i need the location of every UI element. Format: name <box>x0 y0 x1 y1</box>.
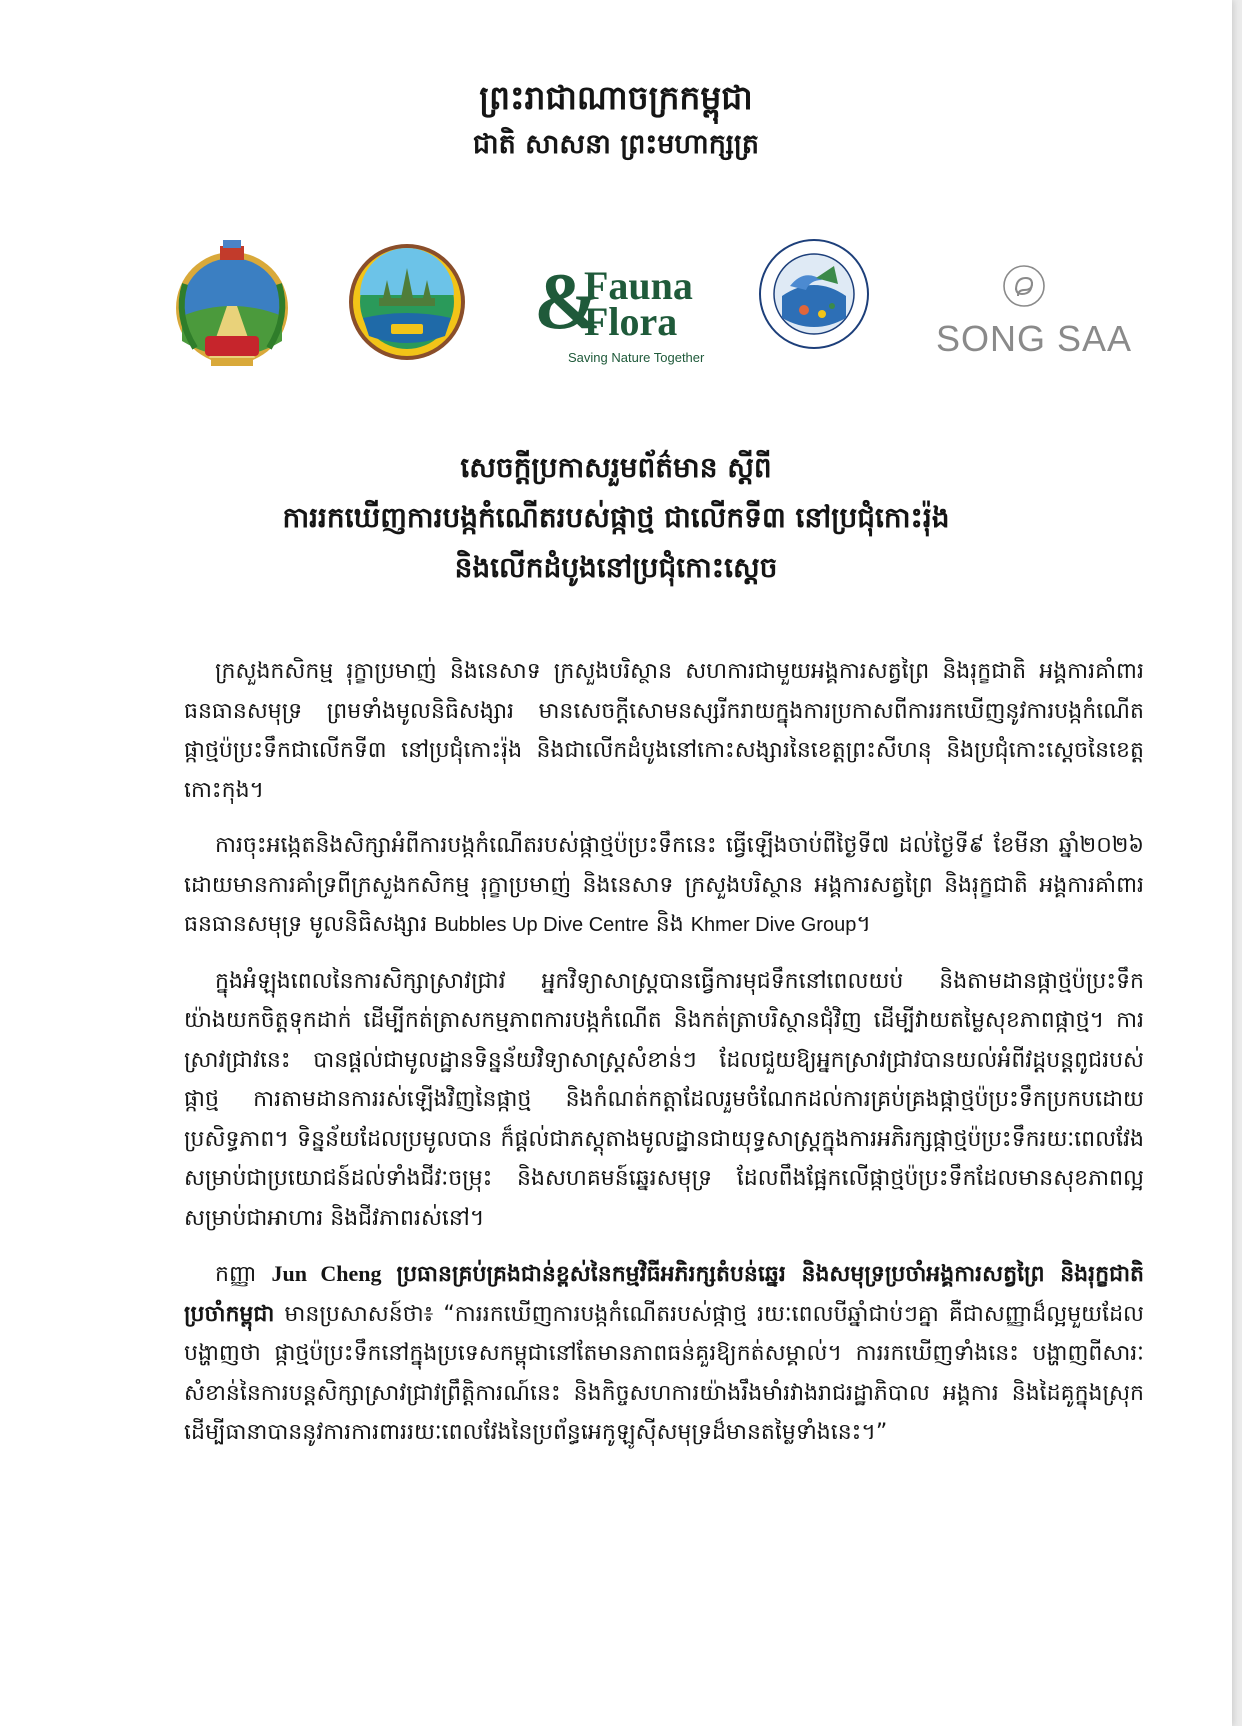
paragraph-1: ក្រសួងកសិកម្ម រុក្ខាប្រមាញ់ និងនេសាទ ក្រសួងបរិស្ថាន សហការជាមួយអង្គការសត្វព្រៃ និងរុក្ខជាតិ អង្គការគាំពារធនធានសមុទ្រ ព្រមទាំងមូលនិធិសង្សារ មានសេចក្តីសោមនស្សរីករាយក្នុងការប្រកាសពីការរកឃើញនូវការបង្កកំណើតផ្កាថ្មប៉ប្រះទឹកជាលើកទី៣ នៅប្រជុំកោះរ៉ុង និងជាលើកដំបូងនៅកោះសង្សារនៃខេត្តព្រះសីហនុ និងប្រជុំកោះស្តេចនៃខេត្តកោះកុង។ <box>184 659 1144 803</box>
fauna-flora-word1: Fauna <box>584 263 693 308</box>
dive-centre-name: Bubbles Up Dive Centre <box>434 914 649 936</box>
fauna-flora-logo <box>534 258 714 365</box>
paragraph-4 <box>184 1254 1144 1453</box>
marine-resource-protection-emblem-icon <box>758 238 870 350</box>
kingdom-motto: ជាតិ សាសនា ព្រះមហាក្សត្រ <box>472 129 760 160</box>
paragraph-2-end: ។ <box>856 912 871 937</box>
ministry-agriculture-emblem-icon <box>165 236 300 371</box>
paragraph-2-text: ការចុះអង្កេតនិងសិក្សាអំពីការបង្កកំណើតរបស់ផ្កាថ្មប៉ប្រះទឹកនេះ ធ្វើឡើងចាប់ពីថ្ងៃទី៧ ដល់ថ្ងៃទី៩ ខែមីនា ឆ្នាំ២០២៦ ដោយមានការគាំទ្រពីក្រសួងកសិកម្ម រុក្ខាប្រមាញ់ និងនេសាទ ក្រសួងបរិស្ថាន អង្គការសត្វព្រៃ និងរុក្ខជាតិ អង្គការគាំពារធនធានសមុទ្រ មូលនិធិសង្សារ <box>184 833 1144 937</box>
kingdom-heading: ព្រះរាជាណាចក្រកម្ពុជា <box>479 78 753 117</box>
paragraph-3: ក្នុងអំឡុងពេលនៃការសិក្សាស្រាវជ្រាវ អ្នកវិទ្យាសាស្ត្របានធ្វើការមុជទឹកនៅពេលយប់ និងតាមដានផ្កាថ្មប៉ប្រះទឹកយ៉ាងយកចិត្តទុកដាក់ ដើម្បីកត់ត្រាសកម្មភាពការបង្កកំណើត និងកត់ត្រាបរិស្ថានជុំវិញ ដើម្បីវាយតម្លៃសុខភាពផ្កាថ្ម។ ការស្រាវជ្រាវនេះ បានផ្តល់ជាមូលដ្ឋានទិន្នន័យវិទ្យាសាស្ត្រសំខាន់ៗ ដែលជួយឱ្យអ្នកស្រាវជ្រាវបានយល់អំពីវដ្តបន្តពូជរបស់ផ្កាថ្ម ការតាមដានការរស់ឡើងវិញនៃផ្កាថ្ម និងកំណត់កត្តាដែលរួមចំណែកដល់ការគ្រប់គ្រងផ្កាថ្មប៉ប្រះទឹកប្រកបដោយប្រសិទ្ធភាព។ ទិន្នន័យដែលប្រមូលបាន ក៏ផ្តល់ជាភស្តុតាងមូលដ្ឋានជាយុទ្ធសាស្ត្រក្នុងការអភិរក្សផ្កាថ្មប៉ប្រះទឹករយៈពេលវែង សម្រាប់ជាប្រយោជន៍ដល់ទាំងជីវៈចម្រុះ និងសហគមន៍ឆ្នេរសមុទ្រ ដែលពឹងផ្អែកលើផ្កាថ្មប៉ប្រះទឹកដែលមានសុខភាពល្អសម្រាប់ជាអាហារ និងជីវភាពរស់នៅ។ <box>184 968 1144 1231</box>
press-release-title: សេចក្តីប្រកាសរួមព័ត៌មាន ស្តីពី <box>460 451 772 484</box>
fauna-flora-word2: Flora <box>584 299 678 344</box>
press-release-body <box>184 652 1144 1453</box>
ministry-environment-emblem-icon <box>345 240 470 365</box>
quote-honorific: កញ្ញា <box>215 1262 257 1287</box>
quote-speaker-role: ប្រធានគ្រប់គ្រងជាន់ខ្ពស់នៃកម្មវិធីអភិរក្សតំបន់ឆ្នេរ និងសមុទ្រប្រចាំអង្គការសត្វព្រៃ និងរុក្ខជាតិប្រចាំកម្ពុជា <box>184 1262 1145 1327</box>
paragraph-2 <box>184 826 1144 946</box>
fauna-flora-tagline: Saving Nature Together <box>568 350 705 365</box>
song-saa-mark-icon <box>1002 264 1046 308</box>
dive-group-name: Khmer Dive Group <box>690 914 857 936</box>
song-saa-logo <box>924 270 1133 370</box>
fauna-flora-ampersand: & <box>534 258 601 346</box>
quote-speaker-name: Jun Cheng <box>271 1261 382 1286</box>
press-release-subtitle-2: និងលើកដំបូងនៅប្រជុំកោះស្តេច <box>454 551 778 584</box>
press-release-subtitle-1: ការរកឃើញការបង្កកំណើតរបស់ផ្កាថ្ម ជាលើកទី៣ នៅប្រជុំកោះរ៉ុង <box>282 501 950 534</box>
partner-logos <box>0 250 1232 380</box>
paragraph-2-conjunction: និង <box>655 912 684 937</box>
quote-text: មានប្រសាសន៍ថា៖ “ការរកឃើញការបង្កកំណើតរបស់ផ្កាថ្ម រយៈពេលបីឆ្នាំជាប់ៗគ្នា គឺជាសញ្ញាដ៏ល្អមួយដែលបង្ហាញថា ផ្កាថ្មប៉ប្រះទឹកនៅក្នុងប្រទេសកម្ពុជានៅតែមានភាពធន់គួរឱ្យកត់សម្គាល់។ ការរកឃើញទាំងនេះ បង្ហាញពីសារៈសំខាន់នៃការបន្តសិក្សាស្រាវជ្រាវព្រឹត្តិការណ៍នេះ និងកិច្ចសហការយ៉ាងរឹងមាំរវាងរាជរដ្ឋាភិបាល អង្គការ និងដៃគូក្នុងស្រុក ដើម្បីធានាបាននូវការការពាររយៈពេលវែងនៃប្រព័ន្ធអេកូឡូស៊ីសមុទ្រដ៏មានតម្លៃទាំងនេះ។” <box>184 1301 1144 1445</box>
song-saa-wordmark: SONG SAA <box>936 318 1133 359</box>
